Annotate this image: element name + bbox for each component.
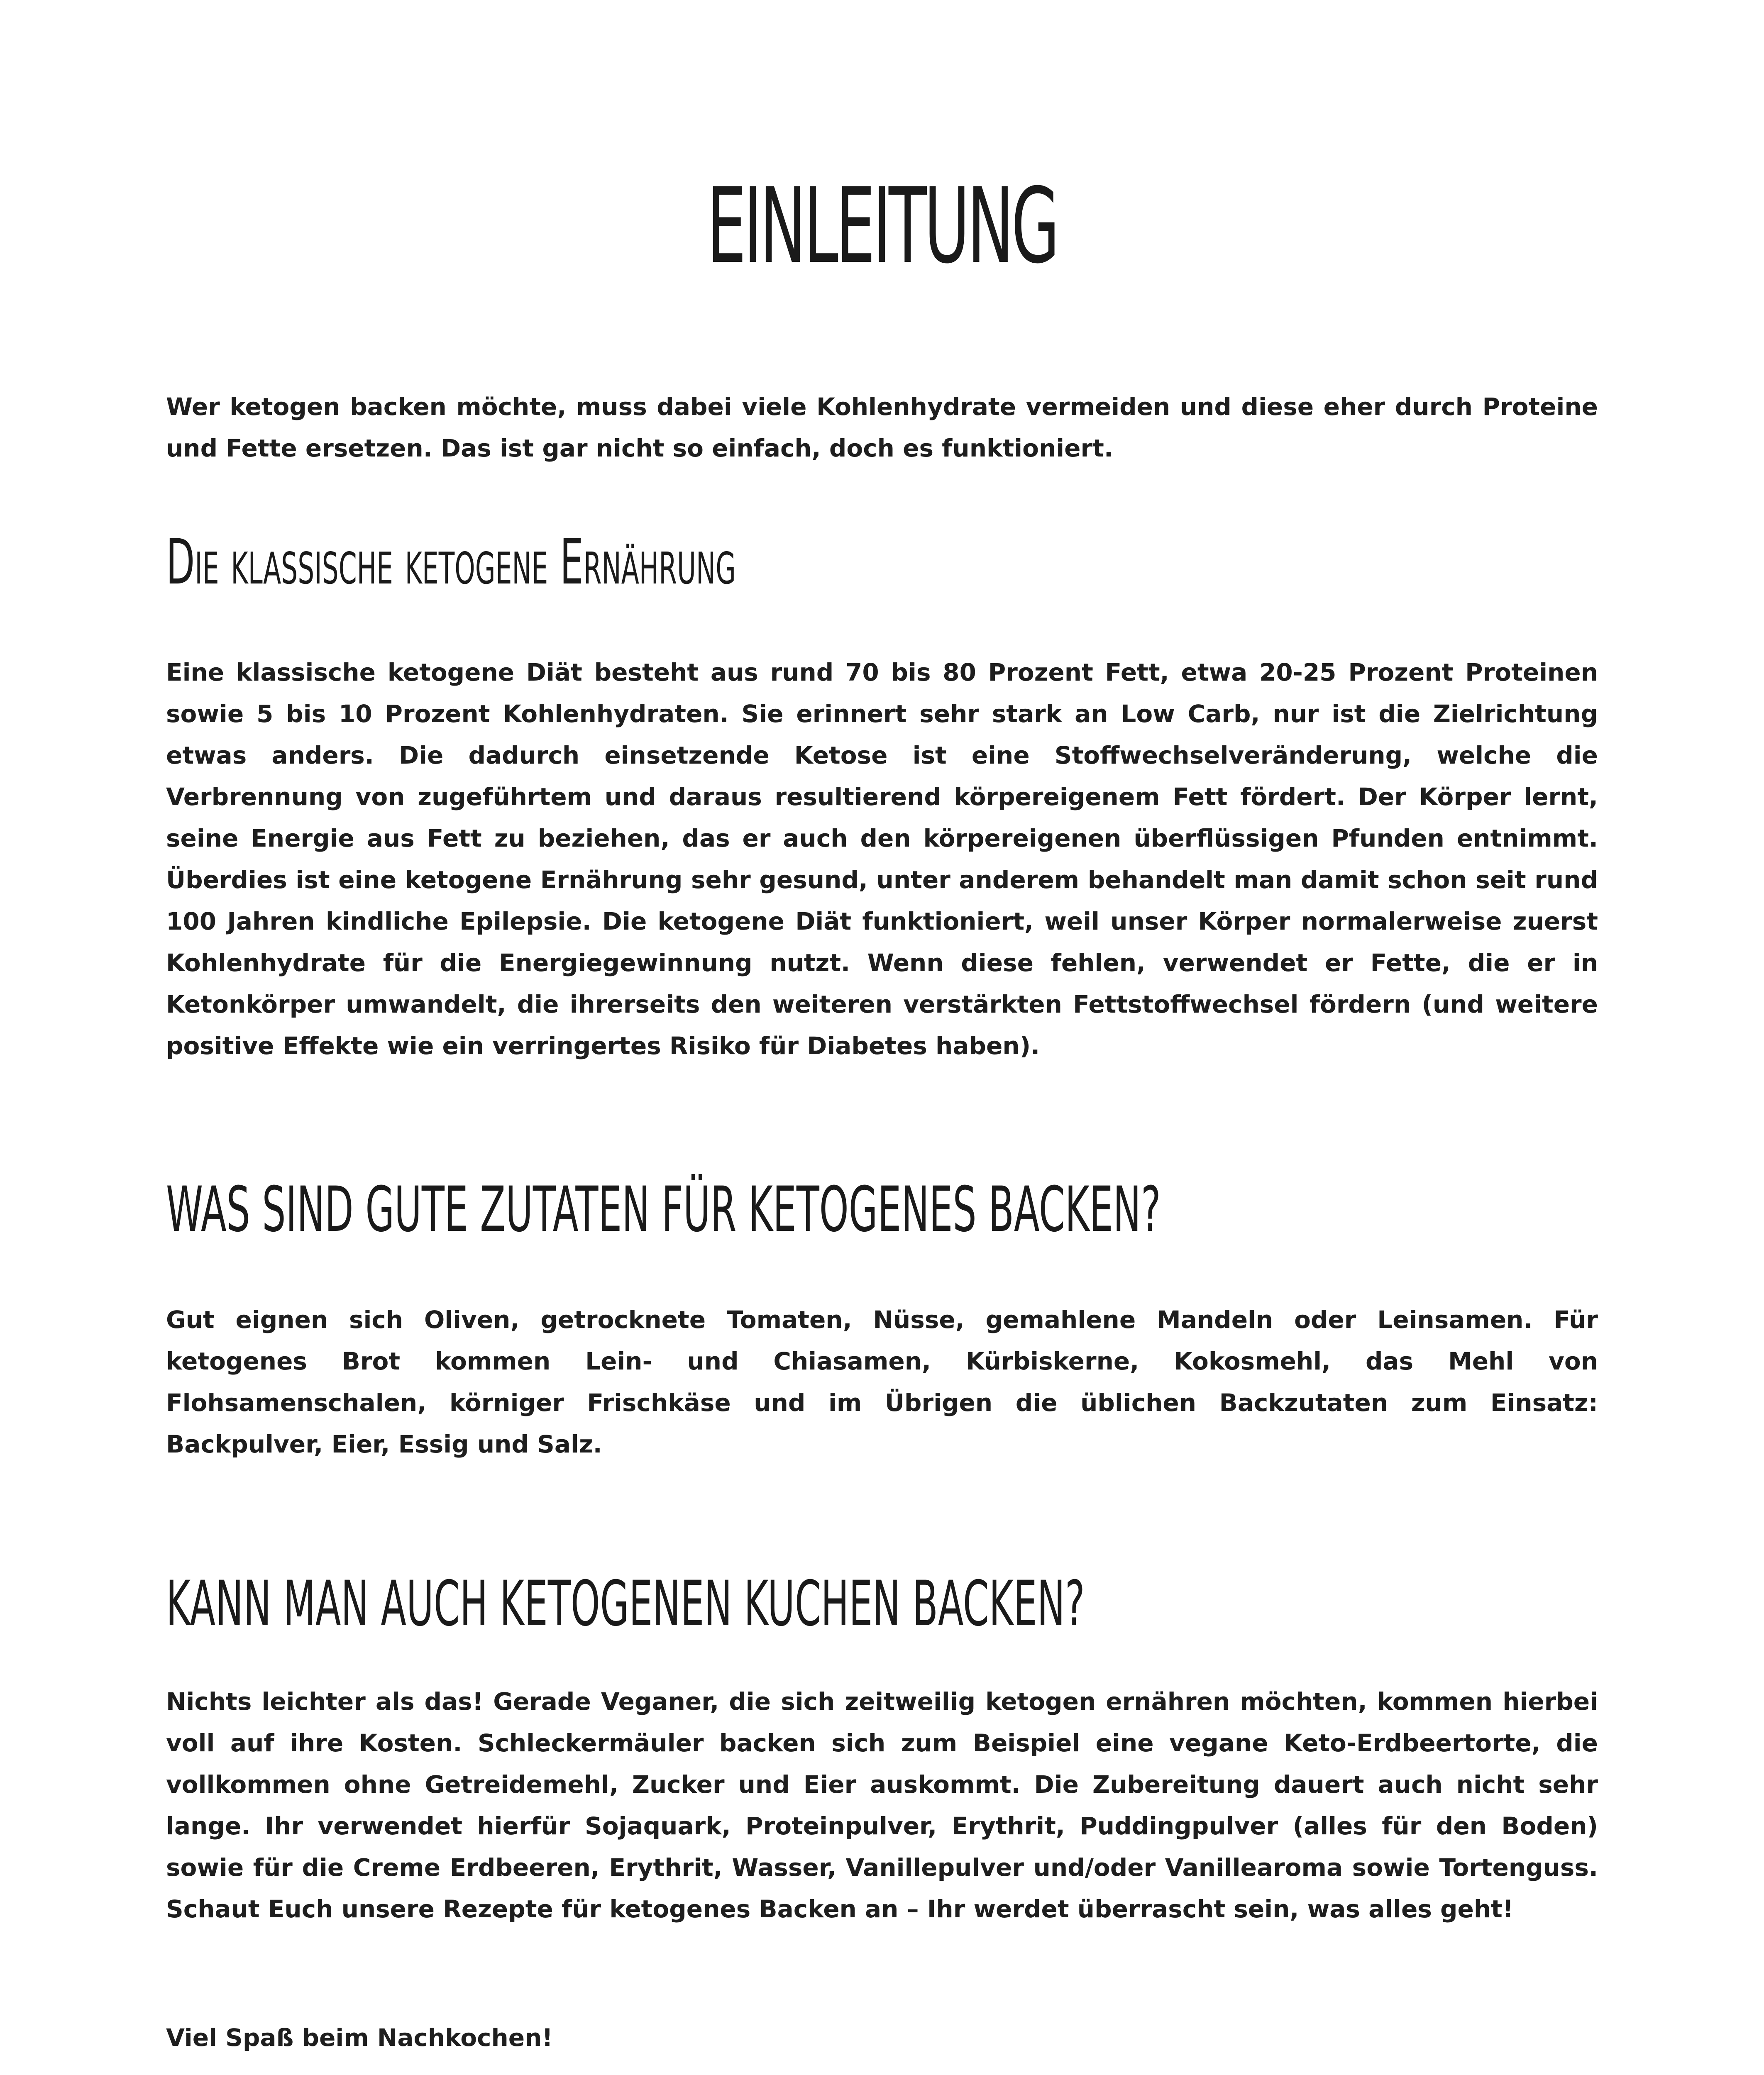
section-body-gute-zutaten: Gut eignen sich Oliven, getrocknete Tomaten, Nüsse, gemahlene Mandeln oder Leinsamen. Für ketogenes Brot kommen Lein- und Chiasamen, Kürbiskerne, Kokosmehl, das Mehl von Flohsamenschalen, körniger Frischkäse und im Übrigen die üblichen Backzutaten zum Einsatz: Backpulver, Eier, Essig und Salz. <box>166 1306 1598 1458</box>
page-title: EINLEITUNG <box>707 166 1057 286</box>
section-heading-klassische-ketogene-ernaehrung: Die klassische ketogene Ernährung <box>166 526 736 598</box>
section-body-ketogenen-kuchen: Nichts leichter als das! Gerade Veganer, die sich zeitweilig ketogen ernähren möchten, kommen hierbei voll auf ihre Kosten. Schleckermäuler backen sich zum Beispiel eine vegane Keto-Erdbeertorte, die vollkommen ohne Getreidemehl, Zucker und Eier auskommt. Die Zubereitung dauert auch nicht sehr lange. Ihr verwendet hierfür Sojaquark, Proteinpulver, Erythrit, Puddingpulver (alles für den Boden) sowie für die Creme Erdbeeren, Erythrit, Wasser, Vanillepulver und/oder Vanillearoma sowie Tortenguss. Schaut Euch unsere Rezepte für ketogenes Backen an – Ihr werdet überrascht sein, was alles geht! <box>166 1687 1598 1923</box>
intro-paragraph: Wer ketogen backen möchte, muss dabei viele Kohlenhydrate vermeiden und diese eher durch Proteine und Fette ersetzen. Das ist gar nicht so einfach, doch es funktioniert. <box>166 393 1598 462</box>
section-heading-gute-zutaten: WAS SIND GUTE ZUTATEN FÜR KETOGENES BACKEN? <box>166 1174 1161 1246</box>
section-heading-ketogenen-kuchen: KANN MAN AUCH KETOGENEN KUCHEN BACKEN? <box>166 1568 1085 1640</box>
section-body-klassische-ketogene-ernaehrung: Eine klassische ketogene Diät besteht aus rund 70 bis 80 Prozent Fett, etwa 20-25 Prozent Proteinen sowie 5 bis 10 Prozent Kohlenhydraten. Sie erinnert sehr stark an Low Carb, nur ist die Zielrichtung etwas anders. Die dadurch einsetzende Ketose ist eine Stoffwechselveränderung, welche die Verbrennung von zugeführtem und daraus resultierend körpereigenem Fett fördert. Der Körper lernt, seine Energie aus Fett zu beziehen, das er auch den körpereigenen überflüssigen Pfunden entnimmt. Überdies ist eine ketogene Ernährung sehr gesund, unter anderem behandelt man damit schon seit rund 100 Jahren kindliche Epilepsie. Die ketogene Diät funktioniert, weil unser Körper normalerweise zuerst Kohlenhydrate für die Energiegewinnung nutzt. Wenn diese fehlen, verwendet er Fette, die er in Ketonkörper umwandelt, die ihrerseits den weiteren verstärkten Fettstoffwechsel fördern (und weitere positive Effekte wie ein verringertes Risiko für Diabetes haben). <box>166 658 1598 1060</box>
closing-line: Viel Spaß beim Nachkochen! <box>166 2024 553 2052</box>
